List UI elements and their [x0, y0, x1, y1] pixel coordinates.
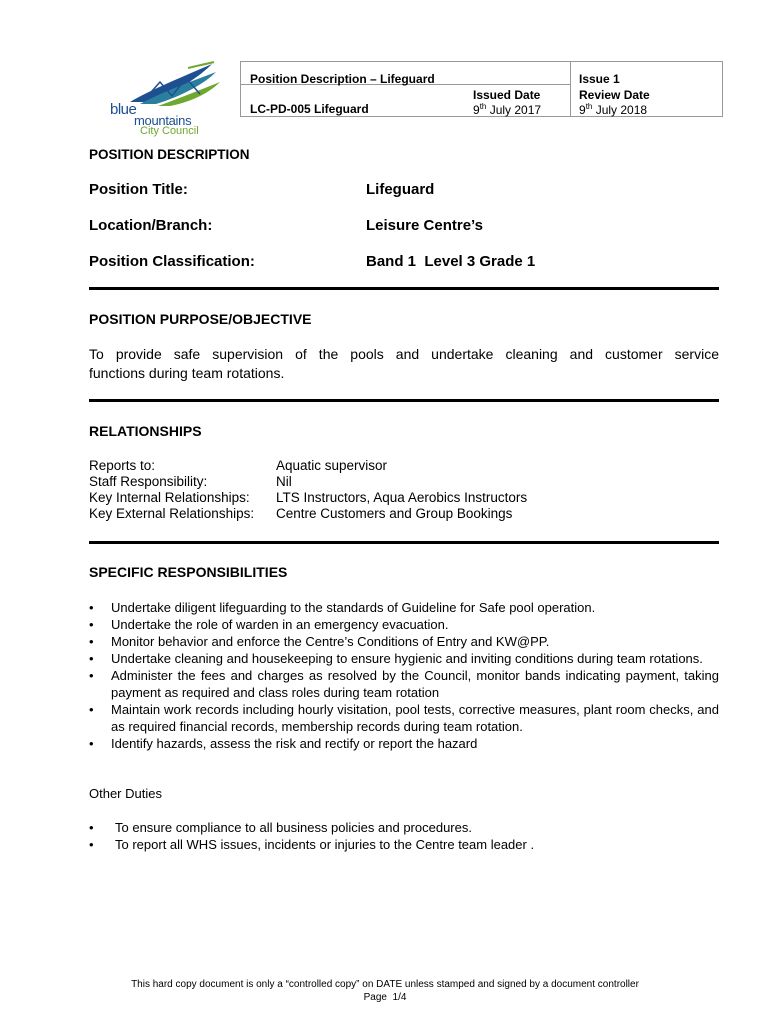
list-item: • Maintain work records including hourly visitation, pool tests, corrective measures, plant room checks, and as required financial records, membership records during team rotation. [89, 701, 719, 735]
review-date-value: 9th July 2018 [579, 102, 648, 117]
list-item: • Administer the fees and charges as resolved by the Council, monitor bands indicating payment, taking payment as required and class roles during team rotation [89, 667, 719, 701]
section-heading-purpose: POSITION PURPOSE/OBJECTIVE [89, 311, 312, 327]
doc-code: LC-PD-005 Lifeguard [250, 102, 369, 116]
review-date-label: Review Date [579, 88, 650, 102]
relationship-value: LTS Instructors, Aqua Aerobics Instructors [276, 490, 528, 505]
list-item: • Undertake diligent lifeguarding to the standards of Guideline for Safe pool operation. [89, 599, 719, 616]
relationship-value: Aquatic supervisor [276, 458, 388, 473]
relationship-value: Nil [276, 474, 292, 489]
relationship-value: Centre Customers and Group Bookings [276, 506, 513, 521]
field-label-classification: Position Classification: [89, 253, 255, 270]
list-item: • To report all WHS issues, incidents or injuries to the Centre team leader . [89, 836, 719, 853]
logo-word-mountains: mountains [134, 113, 192, 128]
relationship-label: Key External Relationships: [89, 506, 255, 521]
issued-date-label: Issued Date [473, 88, 541, 102]
list-item: • To ensure compliance to all business policies and procedures. [89, 819, 719, 836]
responsibilities-list [89, 599, 719, 752]
relationship-label: Reports to: [89, 458, 156, 473]
field-value-location: Leisure Centre’s [366, 217, 483, 234]
list-item: • Identify hazards, assess the risk and rectify or report the hazard [89, 735, 719, 752]
logo-word-blue: blue [110, 101, 137, 118]
issue-number: Issue 1 [579, 72, 620, 86]
field-value-classification: Band 1 Level 3 Grade 1 [366, 253, 536, 270]
issued-date-value: 9th July 2017 [473, 102, 542, 117]
doc-title: Position Description – Lifeguard [250, 72, 435, 86]
divider-1 [89, 287, 719, 290]
field-label-location: Location/Branch: [89, 217, 213, 234]
relationship-label: Staff Responsibility: [89, 474, 208, 489]
purpose-text-line-2: functions during team rotations. [89, 365, 285, 381]
divider-2 [89, 399, 719, 402]
other-duties-heading: Other Duties [89, 786, 162, 801]
section-heading-responsibilities: SPECIFIC RESPONSIBILITIES [89, 564, 288, 580]
blue-mountains-logo [100, 60, 230, 140]
list-item: • Undertake cleaning and housekeeping to ensure hygienic and inviting conditions during team rotations. [89, 650, 719, 667]
field-label-position-title: Position Title: [89, 181, 188, 198]
list-item: • Undertake the role of warden in an emergency evacuation. [89, 616, 719, 633]
purpose-text-line-1: To provide safe supervision of the pools and undertake cleaning and customer service [89, 346, 719, 362]
logo-word-city-council: City Council [140, 125, 199, 137]
section-heading-position-description: POSITION DESCRIPTION [89, 147, 250, 162]
list-item: • Monitor behavior and enforce the Centre’s Conditions of Entry and KW@PP. [89, 633, 719, 650]
footer-control-note: This hard copy document is only a “controlled copy” on DATE unless stamped and signed by a document controller [131, 979, 639, 990]
divider-3 [89, 541, 719, 544]
footer-page-number: Page 1/4 [363, 992, 407, 1003]
field-value-position-title: Lifeguard [366, 181, 435, 198]
other-duties-list [89, 819, 719, 853]
relationship-label: Key Internal Relationships: [89, 490, 250, 505]
section-heading-relationships: RELATIONSHIPS [89, 423, 202, 439]
document-header-table [240, 61, 723, 117]
